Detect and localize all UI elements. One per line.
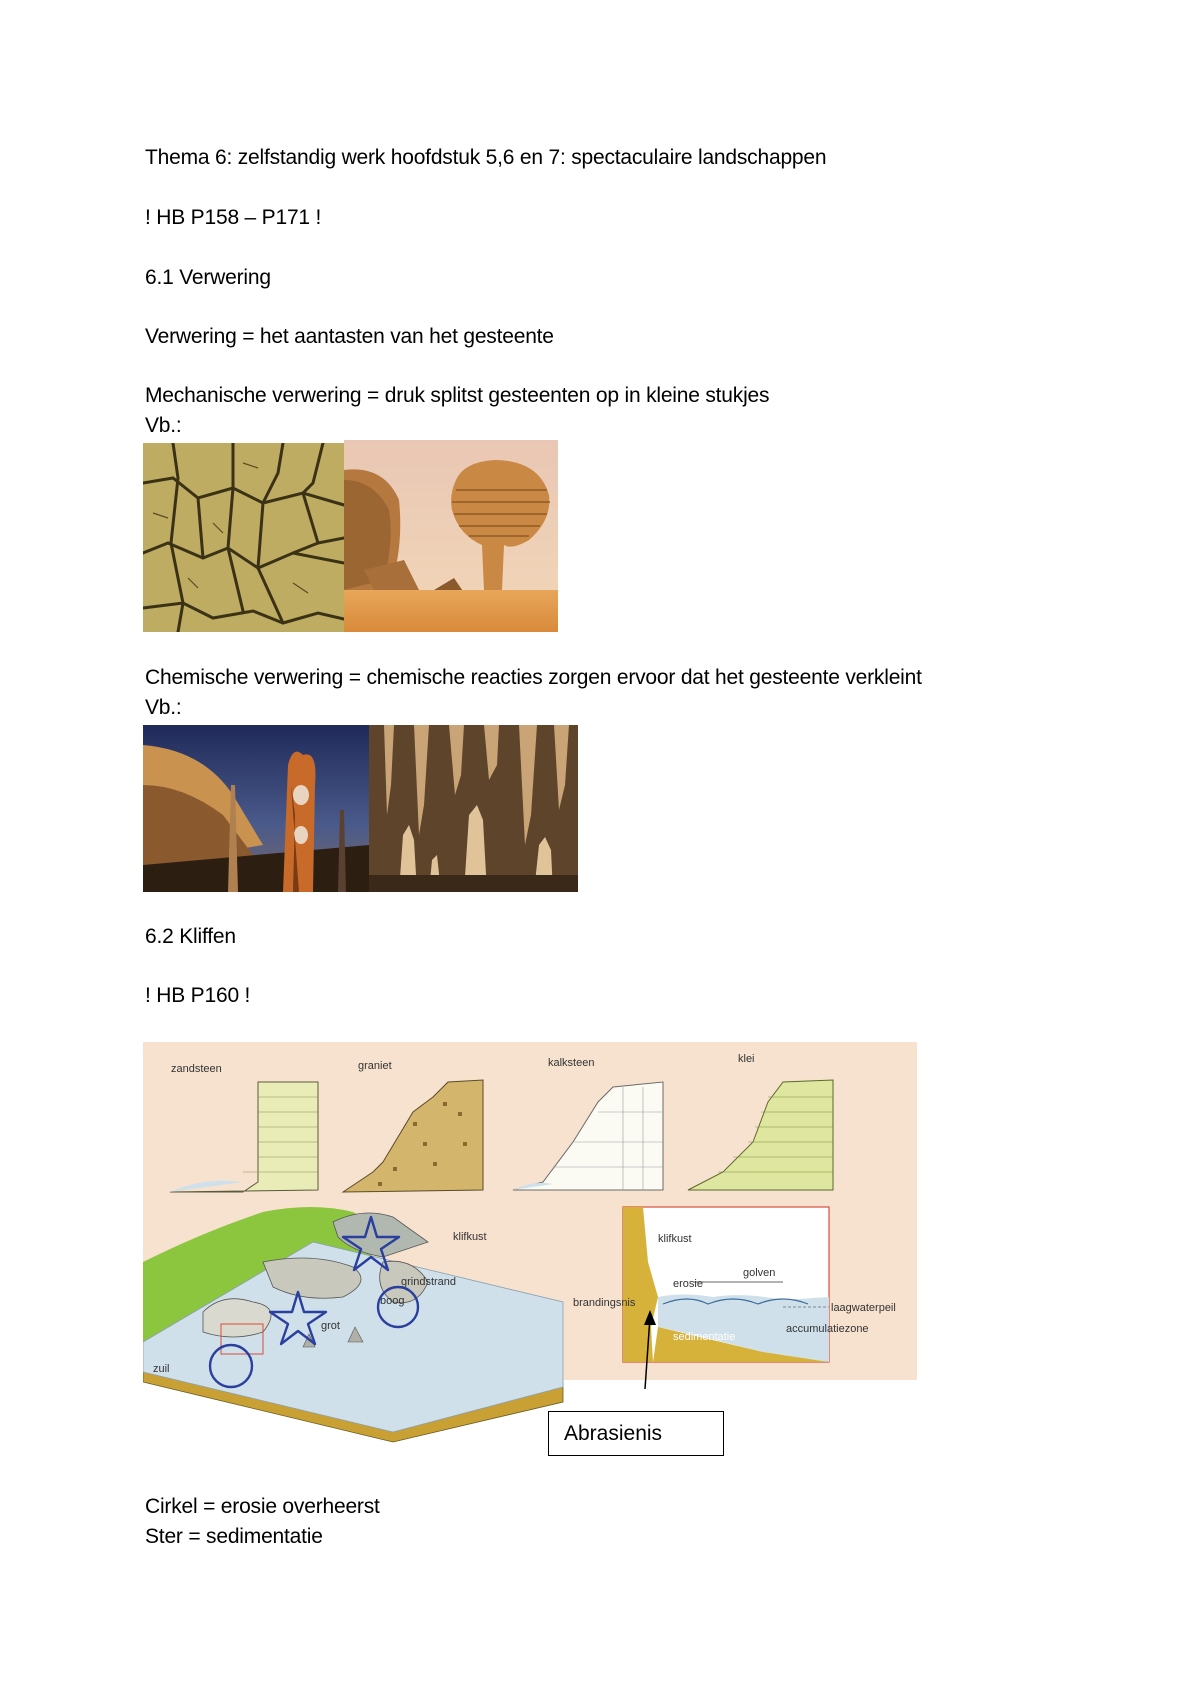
label-boog: boog <box>380 1295 405 1307</box>
label-inset-klifkust: klifkust <box>658 1233 692 1245</box>
label-laagwaterpeil: laagwaterpeil <box>831 1302 896 1314</box>
mushroom-rock-photo <box>344 440 558 632</box>
definition-chemische-verwering: Chemische verwering = chemische reacties zorgen ervoor dat het gesteente verkleint <box>145 666 922 689</box>
label-klifkust: klifkust <box>453 1231 487 1243</box>
label-erosie: erosie <box>673 1278 703 1290</box>
example-label: Vb.: <box>145 696 182 719</box>
label-grot: grot <box>321 1320 340 1332</box>
page-reference: ! HB P158 – P171 ! <box>145 206 322 229</box>
label-brandingsnis: brandingsnis <box>573 1297 636 1309</box>
label-klei: klei <box>738 1053 755 1065</box>
section-title-verwering: 6.1 Verwering <box>145 266 271 289</box>
cave-stalactites-photo <box>369 725 578 892</box>
label-zuil: zuil <box>153 1363 170 1375</box>
eroded-rock-photo <box>143 725 369 892</box>
label-sedimentatie: sedimentatie <box>673 1331 736 1343</box>
kliffen-diagram <box>143 1042 917 1454</box>
label-golven: golven <box>743 1267 776 1279</box>
cracked-earth-photo <box>143 443 344 632</box>
abrasienis-callout: Abrasienis <box>548 1411 724 1456</box>
section-title-kliffen: 6.2 Kliffen <box>145 925 236 948</box>
definition-mechanische-verwering: Mechanische verwering = druk splitst gesteenten op in kleine stukjes <box>145 384 770 407</box>
page-reference: ! HB P160 ! <box>145 984 251 1007</box>
label-accumulatiezone: accumulatiezone <box>786 1323 869 1335</box>
label-kalksteen: kalksteen <box>548 1057 595 1069</box>
definition-verwering: Verwering = het aantasten van het gesteente <box>145 325 554 348</box>
page-heading: Thema 6: zelfstandig werk hoofdstuk 5,6 en 7: spectaculaire landschappen <box>145 146 827 169</box>
label-grindstrand: grindstrand <box>401 1276 457 1288</box>
label-zandsteen: zandsteen <box>171 1063 222 1075</box>
legend-circle: Cirkel = erosie overheerst <box>145 1495 380 1518</box>
legend-star: Ster = sedimentatie <box>145 1525 323 1548</box>
label-graniet: graniet <box>358 1060 392 1072</box>
example-label: Vb.: <box>145 414 182 437</box>
